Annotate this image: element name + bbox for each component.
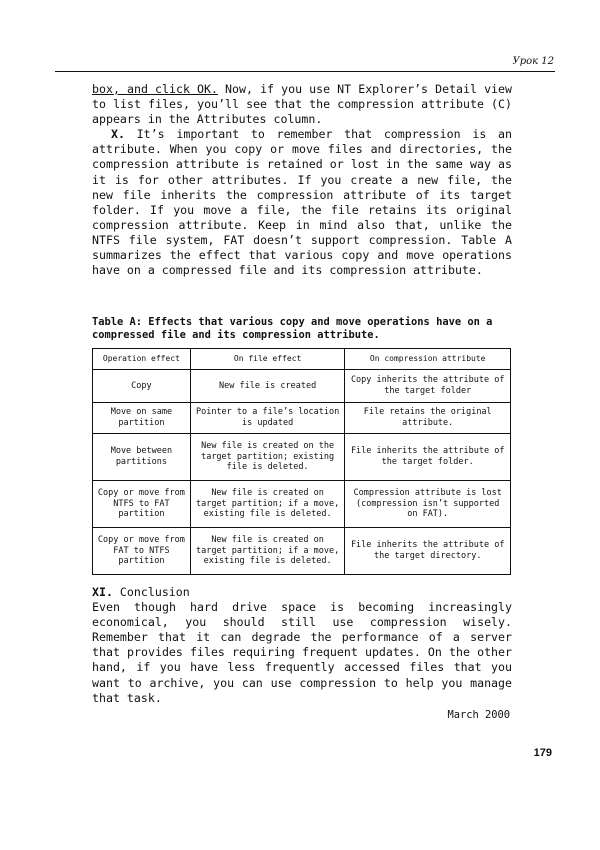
table-cell: New file is created (190, 370, 345, 403)
table-cell: File inherits the attribute of the target directory. (345, 528, 511, 575)
dateline: March 2000 (447, 709, 510, 721)
table-cell: Pointer to a file’s location is updated (190, 403, 345, 434)
table-cell: Move between partitions (93, 434, 191, 481)
table-header-row (93, 349, 511, 370)
conclusion-section (92, 585, 512, 706)
table-cell: Copy or move from NTFS to FAT partition (93, 481, 191, 528)
table-header-cell: Operation effect (93, 349, 191, 370)
running-header: Урок 12 (512, 56, 554, 67)
paragraph-2-text: It’s important to remember that compression is an attribute. When you copy or move files and directories, the compression attribute is retained or lost in the same way as it is for other attributes. If you create a new file, the new file inherits the compression attribute of its target folder. If you move a file, the file retains its original compression attribute. Keep in mind also that, unlike the NTFS file system, FAT doesn’t support compression. Table A summarizes the effect that various copy and move operations have on a compressed file and its compression attribute. (92, 127, 512, 278)
conclusion-paragraph: Even though hard drive space is becoming increasingly economical, you should still use compression wisely. Remember that it can degrade the performance of a server that provides files requiring frequent updates. On the other hand, if you have less frequently accessed files that you want to archive, you can use compression to help you manage that task. (92, 600, 512, 705)
table-row (93, 434, 511, 481)
page-number: 179 (533, 747, 552, 759)
table-cell: Move on same partition (93, 403, 191, 434)
lead-link-text: box, and click OK. (92, 82, 218, 96)
conclusion-number: XI. (92, 585, 113, 599)
effects-table (92, 348, 511, 575)
conclusion-heading (92, 585, 512, 600)
section-number: X. (111, 127, 125, 142)
table-cell: File retains the original attribute. (345, 403, 511, 434)
table-cell: New file is created on target partition; if a move, existing file is deleted. (190, 528, 345, 575)
table-caption: Table A: Effects that various copy and move operations have on a compressed file and its compression attribute. (92, 316, 493, 341)
table-cell: Compression attribute is lost (compression isn’t supported on FAT). (345, 481, 511, 528)
table-cell: Copy (93, 370, 191, 403)
table-cell: Copy inherits the attribute of the target folder (345, 370, 511, 403)
table-header-cell: On compression attribute (345, 349, 511, 370)
paragraph-1-rest: Now, if you use NT Explorer’s Detail view to list files, you’ll see that the compression attribute (C) appears in the Attributes column. (92, 82, 512, 127)
body-text (92, 82, 512, 278)
paragraph-1 (92, 82, 512, 127)
header-rule (55, 71, 555, 72)
table-cell: File inherits the attribute of the target folder. (345, 434, 511, 481)
table-cell: New file is created on target partition; if a move, existing file is deleted. (190, 481, 345, 528)
table-row (93, 528, 511, 575)
paragraph-2 (92, 127, 512, 278)
table-cell: New file is created on the target partition; existing file is deleted. (190, 434, 345, 481)
table-header-cell: On file effect (190, 349, 345, 370)
table-row (93, 403, 511, 434)
table-cell: Copy or move from FAT to NTFS partition (93, 528, 191, 575)
conclusion-heading-text: Conclusion (112, 585, 190, 599)
table-row (93, 370, 511, 403)
table-row (93, 481, 511, 528)
